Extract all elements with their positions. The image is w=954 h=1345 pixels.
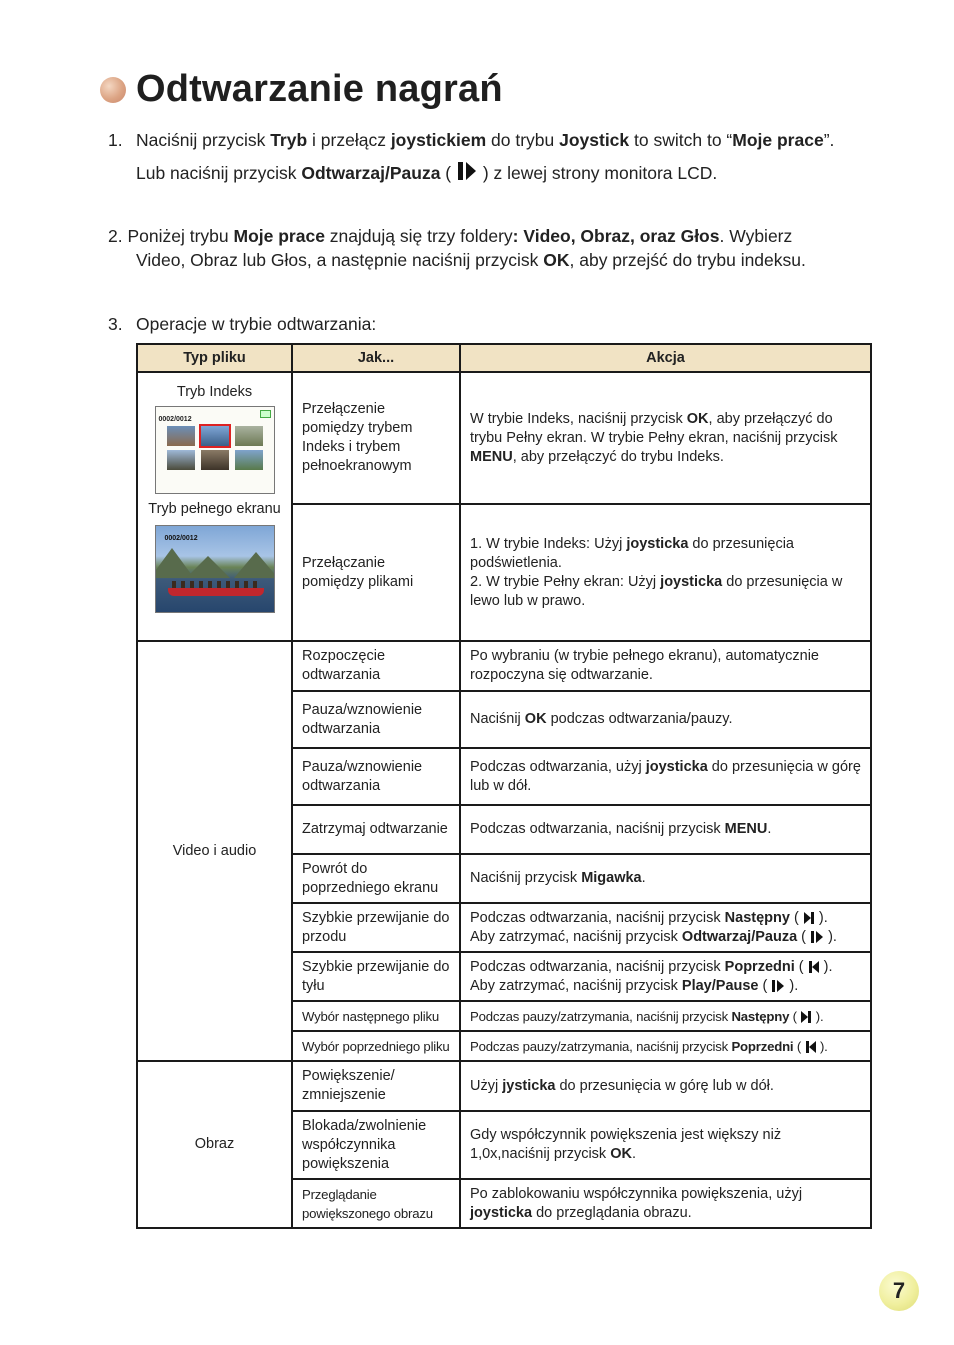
table-row <box>137 641 871 691</box>
next-track-icon <box>800 1010 812 1024</box>
index-counter: 0002/0012 <box>158 416 192 423</box>
full-mode-caption: Tryb pełnego ekranu <box>148 501 281 517</box>
battery-icon <box>260 410 271 418</box>
page-title: Odtwarzanie nagrań <box>136 68 503 110</box>
how-cell: Powiększenie/ zmniejszenie <box>292 1061 460 1111</box>
action-cell: W trybie Indeks, naciśnij przycisk OK, aby przełączyć do trybu Pełny ekran. W trybie Pełny ekran, naciśnij przycisk MENU, aby przełączyć do trybu Indeks. <box>460 372 871 504</box>
file-type-cell-modes <box>137 372 292 641</box>
table-row <box>137 372 871 504</box>
thumbnail-tile <box>235 426 263 446</box>
header-file-type: Typ pliku <box>137 344 292 372</box>
file-type-cell-image: Obraz <box>137 1061 292 1228</box>
index-mode-thumbnail <box>155 406 275 494</box>
page-number-badge: 7 <box>879 1271 919 1311</box>
full-counter: 0002/0012 <box>164 535 198 542</box>
play-pause-icon <box>456 160 478 182</box>
how-cell: Szybkie przewijanie do przodu <box>292 903 460 952</box>
boat-shape <box>168 588 264 596</box>
play-pause-icon <box>771 979 785 993</box>
table-row <box>137 1061 871 1111</box>
header-action: Akcja <box>460 344 871 372</box>
action-cell: Po wybraniu (w trybie pełnego ekranu), automatycznie rozpoczyna się odtwarzanie. <box>460 641 871 691</box>
header-how: Jak... <box>292 344 460 372</box>
how-cell: Przełączanie pomiędzy plikami <box>292 504 460 641</box>
how-cell: Wybór następnego pliku <box>292 1001 460 1031</box>
step-number: 3. <box>108 314 123 334</box>
action-cell: Podczas odtwarzania, naciśnij przycisk MENU. <box>460 805 871 854</box>
action-cell: 1. W trybie Indeks: Użyj joysticka do przesunięcia podświetlenia. 2. W trybie Pełny ekran: Użyj joysticka do przesunięcia w lewo lub w prawo. <box>460 504 871 641</box>
action-cell: Naciśnij OK podczas odtwarzania/pauzy. <box>460 691 871 748</box>
step-number: 1. <box>108 130 123 150</box>
index-mode-caption: Tryb Indeks <box>176 384 253 400</box>
action-cell: Podczas pauzy/zatrzymania, naciśnij przycisk Następny ( ). <box>460 1001 871 1031</box>
thumbnail-tile <box>201 450 229 470</box>
mountain-shape <box>234 552 275 578</box>
action-cell: Podczas odtwarzania, naciśnij przycisk Poprzedni ( ). Aby zatrzymać, naciśnij przycisk Play/Pause ( ). <box>460 952 871 1001</box>
how-cell: Przełączenie pomiędzy trybem Indeks i trybem pełnoekranowym <box>292 372 460 504</box>
play-pause-icon <box>810 930 824 944</box>
playback-operations-table <box>136 343 872 1229</box>
previous-track-icon <box>805 1040 817 1054</box>
how-cell: Blokada/zwolnienie współczynnika powiększenia <box>292 1111 460 1179</box>
how-cell: Pauza/wznowienie odtwarzania <box>292 691 460 748</box>
action-cell: Podczas odtwarzania, naciśnij przycisk Następny ( ). Aby zatrzymać, naciśnij przycisk Odtwarzaj/Pauza ( ). <box>460 903 871 952</box>
file-type-cell-video: Video i audio <box>137 641 292 1061</box>
step-2: 2. Poniżej trybu Moje prace znajdują się trzy foldery: Video, Obraz, oraz Głos. Wybierz Video, Obraz lub Głos, a następnie naciśnij przycisk OK, aby przejść do trybu indeksu. <box>108 226 806 270</box>
how-cell: Pauza/wznowienie odtwarzania <box>292 748 460 805</box>
thumbnail-tile-selected <box>201 426 229 446</box>
thumbnail-tile <box>167 426 195 446</box>
action-cell: Użyj jysticka do przesunięcia w górę lub w dół. <box>460 1061 871 1111</box>
step-3: 3. Operacje w trybie odtwarzania: <box>108 314 377 334</box>
action-cell: Gdy współczynnik powiększenia jest większy niż 1,0x,naciśnij przycisk OK. <box>460 1111 871 1179</box>
step-1: 1. Naciśnij przycisk Tryb i przełącz joystickiem do trybu Joystick to switch to “Moje prace”. Lub naciśnij przycisk Odtwarzaj/Pauza ( ) z lewej strony monitora LCD. <box>108 130 835 183</box>
action-cell: Naciśnij przycisk Migawka. <box>460 854 871 903</box>
table-header-row <box>137 344 871 372</box>
circle-bullet-icon <box>100 77 126 103</box>
thumbnail-tile <box>235 450 263 470</box>
how-cell: Rozpoczęcie odtwarzania <box>292 641 460 691</box>
next-track-icon <box>803 911 815 925</box>
how-cell: Szybkie przewijanie do tyłu <box>292 952 460 1001</box>
mountain-shape <box>186 556 230 578</box>
how-cell: Powrót do poprzedniego ekranu <box>292 854 460 903</box>
action-cell: Po zablokowaniu współczynnika powiększenia, użyj joysticka do przeglądania obrazu. <box>460 1179 871 1228</box>
action-cell: Podczas odtwarzania, użyj joysticka do przesunięcia w górę lub w dół. <box>460 748 871 805</box>
full-screen-thumbnail <box>155 525 275 613</box>
step-number: 2. <box>108 226 128 246</box>
action-cell: Podczas pauzy/zatrzymania, naciśnij przycisk Poprzedni ( ). <box>460 1031 871 1061</box>
how-cell: Zatrzymaj odtwarzanie <box>292 805 460 854</box>
previous-track-icon <box>808 960 820 974</box>
thumbnail-tile <box>167 450 195 470</box>
thumbnail-grid <box>167 426 263 470</box>
title-block <box>100 68 503 111</box>
how-cell: Wybór poprzedniego pliku <box>292 1031 460 1061</box>
how-cell: Przeglądanie powiększonego obrazu <box>292 1179 460 1228</box>
